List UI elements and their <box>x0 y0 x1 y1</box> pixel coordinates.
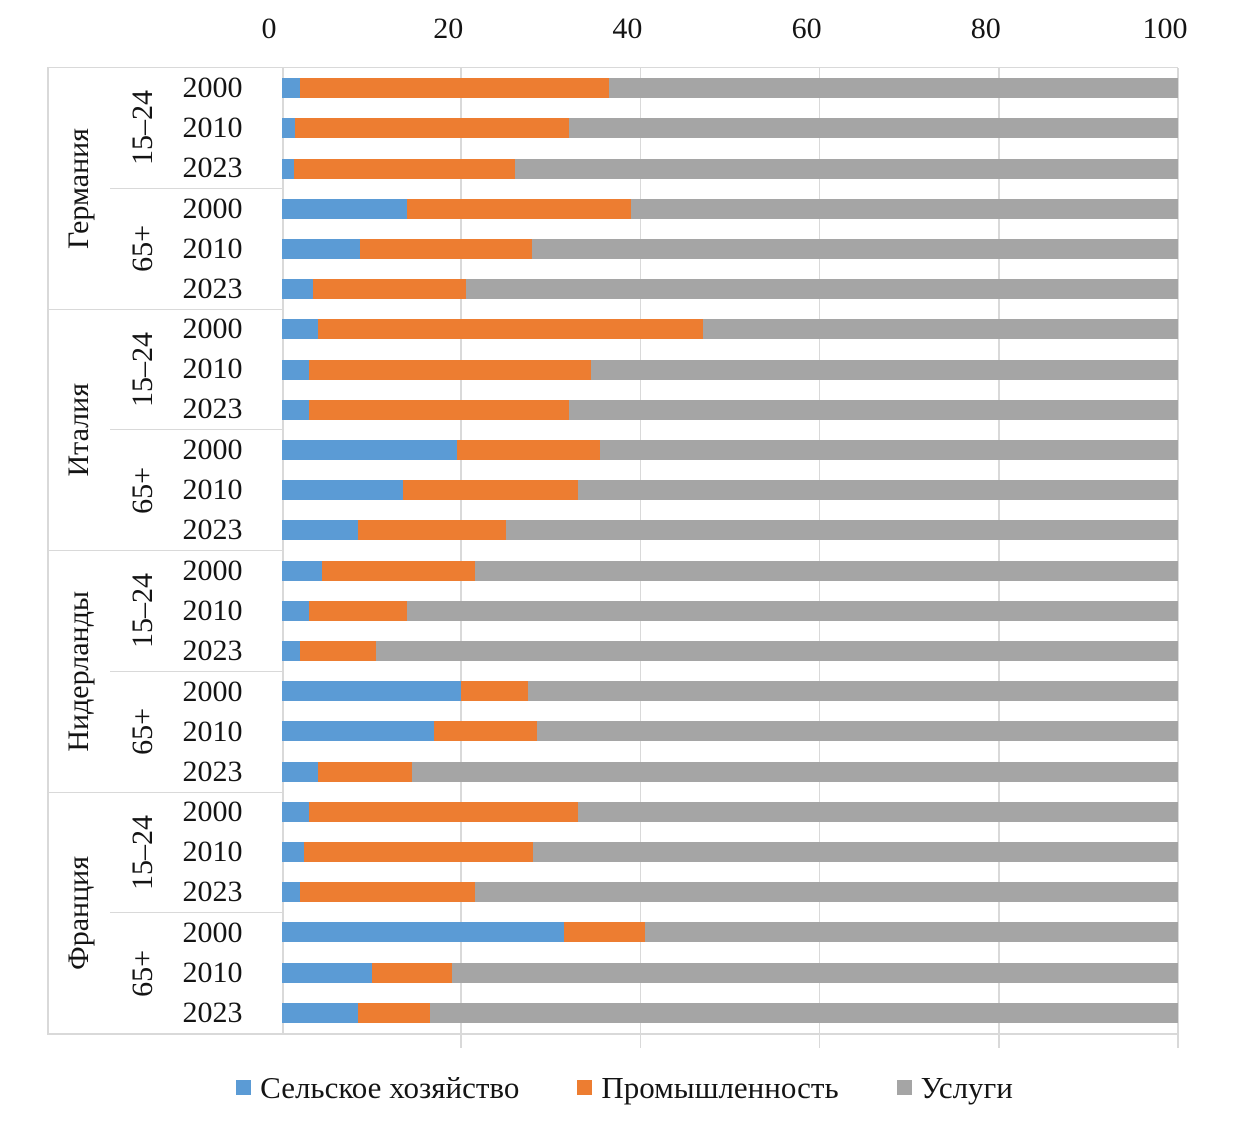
bar-segment-industry <box>358 1003 430 1023</box>
bar-segment-services <box>609 78 1178 98</box>
year-label: 2010 <box>182 231 243 265</box>
bar-segment-industry <box>360 239 532 259</box>
bar-segment-industry <box>300 78 609 98</box>
bar-segment-agriculture <box>282 279 313 299</box>
bar-segment-services <box>532 239 1178 259</box>
bar-segment-services <box>412 762 1178 782</box>
country-block <box>47 550 282 792</box>
legend-item <box>897 1072 1013 1103</box>
age-column <box>110 310 282 551</box>
age-group-block <box>110 68 282 188</box>
bar-segment-services <box>600 440 1178 460</box>
year-column <box>175 672 282 792</box>
country-label: Германия <box>61 127 95 249</box>
bar-segment-services <box>376 641 1178 661</box>
year-label: 2000 <box>182 191 243 225</box>
age-group-block <box>110 793 282 913</box>
bar-segment-agriculture <box>282 78 300 98</box>
bar-segment-services <box>591 360 1178 380</box>
bar-track <box>282 319 1178 339</box>
bar-segment-industry <box>403 480 578 500</box>
x-axis-tick-label: 40 <box>612 12 643 45</box>
bar-track <box>282 922 1178 942</box>
bar-segment-services <box>645 922 1178 942</box>
bar-segment-services <box>537 721 1178 741</box>
age-group-block <box>110 429 282 550</box>
year-label: 2000 <box>182 916 243 950</box>
bar-track <box>282 641 1178 661</box>
age-group-block <box>110 310 282 430</box>
age-group-label: 65+ <box>125 708 159 756</box>
bar-segment-agriculture <box>282 319 318 339</box>
year-label: 2023 <box>182 513 243 547</box>
bar-track <box>282 199 1178 219</box>
bar-segment-services <box>528 681 1178 701</box>
bar-segment-services <box>533 842 1178 862</box>
bar-segment-industry <box>461 681 528 701</box>
year-label: 2023 <box>182 392 243 426</box>
bar-segment-industry <box>313 279 465 299</box>
bar-segment-services <box>452 963 1178 983</box>
bar-segment-industry <box>407 199 631 219</box>
x-axis-tick-label: 20 <box>433 12 464 45</box>
year-label: 2010 <box>182 110 243 144</box>
year-label: 2000 <box>182 795 243 829</box>
year-label: 2023 <box>182 875 243 909</box>
bar-segment-industry <box>309 360 591 380</box>
bar-track <box>282 78 1178 98</box>
age-column <box>110 793 282 1034</box>
bar-segment-industry <box>304 842 532 862</box>
bar-segment-agriculture <box>282 762 318 782</box>
bar-track <box>282 882 1178 902</box>
bar-track <box>282 118 1178 138</box>
bar-segment-agriculture <box>282 480 403 500</box>
bar-segment-industry <box>457 440 600 460</box>
legend-label: Сельское хозяйство <box>260 1070 520 1105</box>
bar-track <box>282 681 1178 701</box>
chart-bottom-border <box>47 1033 1178 1035</box>
x-axis-tick-label: 100 <box>1142 12 1188 45</box>
country-label: Нидерланды <box>61 590 95 752</box>
bar-segment-industry <box>295 118 568 138</box>
bar-segment-agriculture <box>282 842 304 862</box>
year-label: 2023 <box>182 271 243 305</box>
x-axis-tick-label: 60 <box>791 12 822 45</box>
year-label: 2023 <box>182 633 243 667</box>
bar-track <box>282 561 1178 581</box>
age-group-cell <box>110 793 175 913</box>
age-group-cell <box>110 551 175 671</box>
year-label: 2000 <box>182 312 243 346</box>
age-group-cell <box>110 189 175 309</box>
bar-track <box>282 842 1178 862</box>
year-label: 2010 <box>182 835 243 869</box>
legend-item <box>577 1072 838 1103</box>
year-label: 2010 <box>182 714 243 748</box>
bar-segment-agriculture <box>282 400 309 420</box>
bar-segment-agriculture <box>282 199 407 219</box>
legend-swatch <box>577 1080 592 1095</box>
bar-segment-agriculture <box>282 721 434 741</box>
bar-segment-industry <box>564 922 645 942</box>
age-group-label: 65+ <box>125 466 159 514</box>
bar-segment-agriculture <box>282 922 564 942</box>
year-label: 2000 <box>182 674 243 708</box>
bar-track <box>282 400 1178 420</box>
x-axis-tick-label: 0 <box>261 12 277 45</box>
bar-segment-agriculture <box>282 882 300 902</box>
age-group-label: 15–24 <box>125 573 159 649</box>
bar-segment-services <box>631 199 1178 219</box>
year-label: 2010 <box>182 473 243 507</box>
year-label: 2000 <box>182 433 243 467</box>
bar-segment-agriculture <box>282 963 372 983</box>
legend-swatch <box>897 1080 912 1095</box>
bar-segment-industry <box>318 762 412 782</box>
bar-segment-services <box>407 601 1178 621</box>
country-block <box>47 792 282 1034</box>
year-column <box>175 68 282 188</box>
bar-track <box>282 159 1178 179</box>
age-group-block <box>110 912 282 1033</box>
age-group-label: 65+ <box>125 949 159 997</box>
bar-segment-agriculture <box>282 239 360 259</box>
age-group-cell <box>110 913 175 1033</box>
year-label: 2010 <box>182 956 243 990</box>
bar-segment-services <box>703 319 1178 339</box>
bar-segment-services <box>578 802 1178 822</box>
age-group-block <box>110 551 282 671</box>
bar-segment-industry <box>372 963 453 983</box>
bar-track <box>282 963 1178 983</box>
bar-segment-industry <box>294 159 515 179</box>
bar-segment-agriculture <box>282 601 309 621</box>
bar-track <box>282 802 1178 822</box>
age-group-label: 15–24 <box>125 331 159 407</box>
legend-item <box>236 1072 519 1103</box>
age-column <box>110 68 282 309</box>
bar-segment-industry <box>434 721 537 741</box>
country-block <box>47 309 282 551</box>
legend-swatch <box>236 1080 251 1095</box>
bar-segment-agriculture <box>282 681 461 701</box>
bar-segment-industry <box>309 802 578 822</box>
year-label: 2000 <box>182 553 243 587</box>
bar-track <box>282 279 1178 299</box>
year-label: 2000 <box>182 70 243 104</box>
bar-segment-industry <box>322 561 474 581</box>
bar-segment-services <box>430 1003 1178 1023</box>
x-axis <box>0 0 1249 60</box>
age-group-label: 65+ <box>125 225 159 273</box>
bar-segment-services <box>466 279 1178 299</box>
age-group-block <box>110 188 282 309</box>
bar-segment-services <box>578 480 1178 500</box>
bar-segment-services <box>569 118 1178 138</box>
bar-segment-agriculture <box>282 520 358 540</box>
plot-area <box>282 68 1178 1033</box>
bar-segment-services <box>506 520 1178 540</box>
year-column <box>175 189 282 309</box>
legend-label: Промышленность <box>601 1070 839 1105</box>
x-axis-tick-label: 80 <box>970 12 1001 45</box>
age-group-label: 15–24 <box>125 814 159 890</box>
age-group-cell <box>110 672 175 792</box>
legend <box>0 1072 1249 1103</box>
year-column <box>175 310 282 430</box>
bar-track <box>282 1003 1178 1023</box>
year-label: 2023 <box>182 996 243 1030</box>
category-label-table <box>47 68 282 1033</box>
legend-label: Услуги <box>920 1070 1013 1105</box>
year-label: 2010 <box>182 593 243 627</box>
bar-segment-services <box>475 882 1178 902</box>
country-cell <box>47 551 110 792</box>
bar-segment-industry <box>358 520 506 540</box>
bar-segment-agriculture <box>282 360 309 380</box>
age-group-cell <box>110 68 175 188</box>
bar-track <box>282 601 1178 621</box>
bar-segment-services <box>569 400 1178 420</box>
bar-segment-agriculture <box>282 641 300 661</box>
country-label: Италия <box>61 382 95 477</box>
year-label: 2010 <box>182 352 243 386</box>
country-cell <box>47 793 110 1034</box>
year-column <box>175 430 282 550</box>
bar-track <box>282 520 1178 540</box>
bar-segment-industry <box>300 882 475 902</box>
bar-track <box>282 440 1178 460</box>
year-label: 2023 <box>182 150 243 184</box>
bar-segment-industry <box>309 400 569 420</box>
year-column <box>175 913 282 1033</box>
bar-segment-agriculture <box>282 118 295 138</box>
bar-segment-agriculture <box>282 561 322 581</box>
country-cell <box>47 68 110 309</box>
year-column <box>175 793 282 913</box>
age-group-block <box>110 671 282 792</box>
bar-track <box>282 721 1178 741</box>
bar-segment-industry <box>318 319 703 339</box>
year-label: 2023 <box>182 754 243 788</box>
bar-segment-agriculture <box>282 802 309 822</box>
bar-track <box>282 239 1178 259</box>
bar-track <box>282 762 1178 782</box>
bar-segment-services <box>515 159 1178 179</box>
bar-segment-agriculture <box>282 159 294 179</box>
age-column <box>110 551 282 792</box>
country-label: Франция <box>61 855 95 970</box>
year-column <box>175 551 282 671</box>
country-block <box>47 68 282 309</box>
age-group-cell <box>110 430 175 550</box>
country-cell <box>47 310 110 551</box>
bar-segment-agriculture <box>282 1003 358 1023</box>
bar-segment-industry <box>300 641 376 661</box>
age-group-label: 15–24 <box>125 90 159 166</box>
bar-track <box>282 360 1178 380</box>
bar-segment-services <box>475 561 1178 581</box>
bar-segment-agriculture <box>282 440 457 460</box>
age-group-cell <box>110 310 175 430</box>
bar-segment-industry <box>309 601 408 621</box>
bar-track <box>282 480 1178 500</box>
